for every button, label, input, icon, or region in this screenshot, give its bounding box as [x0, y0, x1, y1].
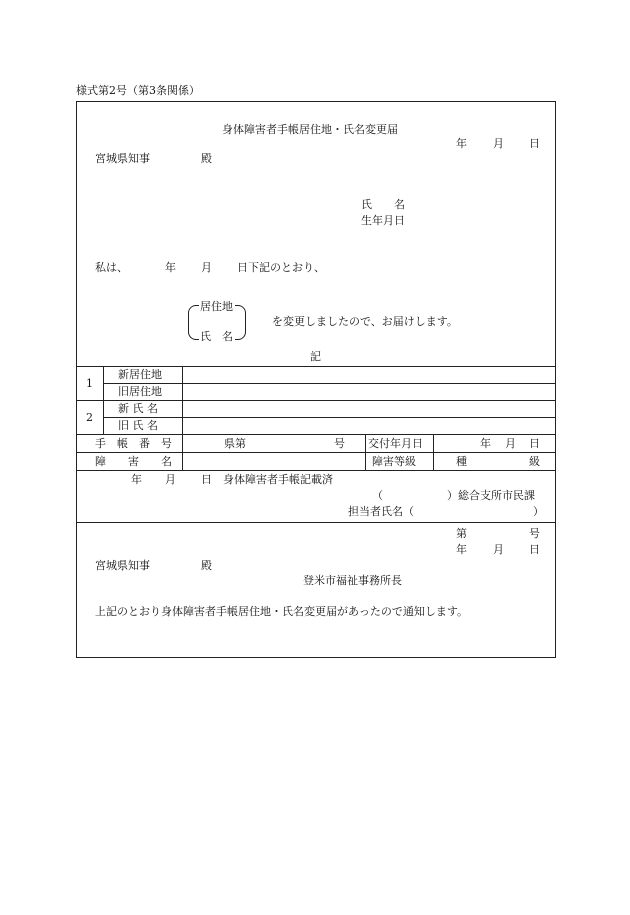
notice-number-prefix: 第: [456, 527, 467, 540]
notice-governor: 宮城県知事: [95, 559, 150, 572]
applicant-birthdate-label: 生年月日: [361, 214, 405, 227]
go-label: 号: [334, 437, 345, 450]
row-line: [103, 383, 556, 384]
col-line: [103, 366, 104, 434]
left-brace: [188, 305, 199, 340]
notice-body: 上記のとおり身体障害者手帳居住地・氏名変更届があったので通知します。: [95, 605, 469, 618]
row-line: [76, 400, 556, 401]
form-id: 様式第2号（第3条関係）: [76, 84, 200, 97]
issue-date-label: 交付年月日: [368, 437, 423, 450]
staff-label: 担当者氏名（: [348, 505, 414, 518]
col-line: [365, 434, 366, 470]
notice-number-suffix: 号: [529, 527, 540, 540]
grade-label: 障害等級: [372, 455, 416, 468]
table-top-line: [76, 366, 556, 367]
change-suffix: を変更しましたので、お届けします。: [272, 315, 458, 328]
notice-month: 月: [493, 543, 504, 556]
record-year: 年: [131, 473, 142, 486]
new-residence-label: 新居住地: [118, 368, 162, 381]
right-brace: [235, 305, 246, 340]
statement-month: 月: [201, 261, 212, 274]
col-line: [182, 366, 183, 470]
row-line: [76, 522, 556, 523]
row-line: [76, 452, 556, 453]
head-year: 年: [456, 137, 467, 150]
form-title: 身体障害者手帳居住地・氏名変更届: [222, 123, 398, 136]
type-label: 種: [456, 455, 467, 468]
record-day-text: 日 身体障害者手帳記載済: [201, 473, 333, 486]
addressee-honorific: 殿: [201, 152, 212, 165]
notice-year: 年: [456, 543, 467, 556]
old-name-label: 旧 氏 名: [118, 419, 158, 432]
row-line: [76, 470, 556, 471]
office-suffix: ）総合支所市民課: [447, 489, 535, 502]
office-open: （: [372, 489, 383, 502]
statement-prefix: 私は、: [95, 261, 128, 274]
pref-label: 県第: [224, 437, 246, 450]
group2-no: 2: [86, 411, 93, 424]
applicant-name-label: 氏 名: [361, 198, 405, 211]
class-label: 級: [529, 455, 540, 468]
old-residence-label: 旧居住地: [118, 385, 162, 398]
statement-day: 日下記のとおり、: [237, 261, 325, 274]
staff-close: ）: [533, 505, 544, 518]
statement-year: 年: [165, 261, 176, 274]
notice-honorific: 殿: [201, 559, 212, 572]
issue-month: 月: [505, 437, 516, 450]
record-month: 月: [165, 473, 176, 486]
group1-no: 1: [86, 377, 93, 390]
addressee-governor: 宮城県知事: [95, 152, 150, 165]
issue-day: 日: [529, 437, 540, 450]
head-day: 日: [529, 137, 540, 150]
new-name-label: 新 氏 名: [118, 402, 158, 415]
notice-sender: 登米市福祉事務所長: [303, 574, 402, 587]
row-line: [76, 434, 556, 435]
notice-day: 日: [529, 543, 540, 556]
row-line: [103, 417, 556, 418]
head-month: 月: [493, 137, 504, 150]
option-name: 氏 名: [200, 330, 233, 343]
option-residence: 居住地: [200, 300, 233, 313]
issue-year: 年: [480, 437, 491, 450]
handbook-no-label: 手 帳 番 号: [95, 437, 172, 450]
col-line: [433, 434, 434, 470]
disability-name-label: 障 害 名: [95, 455, 172, 468]
ki-label: 記: [310, 350, 321, 363]
